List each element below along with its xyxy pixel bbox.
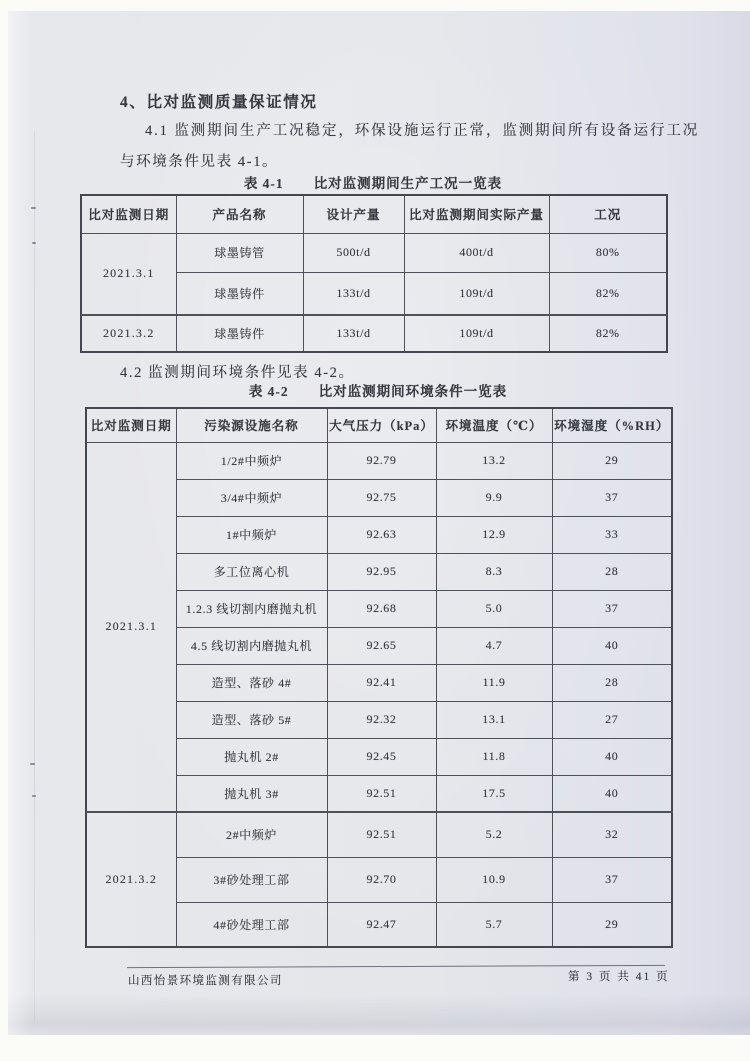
table-cell: 109t/d (404, 315, 549, 352)
footer-company-name: 山西怡景环境监测有限公司 (128, 975, 283, 987)
table-header-cell: 大气压力（kPa） (327, 408, 436, 442)
table-cell: 2#中频炉 (176, 812, 327, 857)
table-cell: 92.51 (327, 812, 436, 857)
table-cell: 133t/d (303, 315, 404, 352)
table-cell: 92.45 (327, 738, 436, 775)
table-cell: 500t/d (303, 233, 404, 272)
section-heading: 4、比对监测质量保证情况 (120, 94, 318, 111)
table-row (86, 812, 672, 857)
table-cell: 109t/d (404, 272, 549, 315)
date-cell: 2021.3.1 (86, 442, 176, 812)
table-cell: 5.2 (436, 812, 552, 857)
table-cell: 造型、落砂 4# (176, 664, 327, 701)
table2-caption-title: 比对监测期间环境条件一览表 (318, 384, 508, 399)
environment-conditions-table (85, 407, 673, 948)
table-row (81, 315, 667, 352)
table-cell: 13.1 (436, 701, 552, 738)
table-cell: 92.65 (327, 627, 436, 664)
table-cell: 3#砂处理工部 (176, 857, 327, 902)
table-cell: 28 (552, 553, 672, 590)
table-header-cell: 比对监测日期 (81, 195, 176, 233)
table-cell: 29 (552, 902, 672, 947)
table-cell: 4.5 线切割内磨抛丸机 (176, 627, 327, 664)
table-header-cell: 环境温度（℃） (436, 408, 552, 442)
table-cell: 92.75 (327, 479, 436, 516)
production-conditions-table (80, 194, 668, 353)
table-cell: 92.63 (327, 516, 436, 553)
scan-crease-line (34, 131, 35, 1021)
table-cell: 多工位离心机 (176, 553, 327, 590)
table-cell: 33 (552, 516, 672, 553)
paragraph-4-1-line1: 4.1 监测期间生产工况稳定，环保设施运行正常，监测期间所有设备运行工况 (145, 123, 700, 139)
table-cell: 球墨铸件 (176, 272, 303, 315)
date-cell: 2021.3.2 (86, 812, 176, 947)
table-cell: 40 (552, 775, 672, 812)
table-cell: 92.41 (327, 664, 436, 701)
scan-speck (32, 795, 36, 797)
table-header-cell: 污染源设施名称 (176, 408, 327, 442)
table-cell: 5.7 (436, 902, 552, 947)
table-cell: 82% (549, 272, 667, 315)
table2-caption-label: 表 4-2 (248, 384, 289, 399)
table-cell: 抛丸机 3# (176, 775, 327, 812)
table-cell: 80% (549, 233, 667, 272)
footer-page-number: 第 3 页 共 41 页 (568, 971, 670, 983)
table-header-cell: 设计产量 (303, 195, 404, 233)
date-cell: 2021.3.2 (81, 315, 176, 352)
table-cell: 8.3 (436, 553, 552, 590)
table-cell: 40 (552, 738, 672, 775)
table1-caption-label: 表 4-1 (243, 176, 284, 191)
paragraph-4-1-line2: 与环境条件见表 4-1。 (120, 154, 279, 170)
table-cell: 3/4#中频炉 (176, 479, 327, 516)
table-cell: 32 (552, 812, 672, 857)
table-cell: 37 (552, 479, 672, 516)
table1-caption (80, 172, 666, 192)
table-cell: 造型、落砂 5# (176, 701, 327, 738)
table-cell: 4#砂处理工部 (176, 902, 327, 947)
table-cell: 400t/d (404, 233, 549, 272)
table-cell: 球墨铸件 (176, 315, 303, 352)
table1-caption-title: 比对监测期间生产工况一览表 (313, 176, 503, 191)
table-cell: 4.7 (436, 627, 552, 664)
table-cell: 10.9 (436, 857, 552, 902)
table-cell: 球墨铸管 (176, 233, 303, 272)
table-cell: 29 (552, 442, 672, 479)
table-cell: 82% (549, 315, 667, 352)
table-cell: 5.0 (436, 590, 552, 627)
scan-speck (30, 763, 35, 765)
table-cell: 37 (552, 590, 672, 627)
table-header-cell: 环境湿度（%RH） (552, 408, 672, 442)
table2-caption (85, 380, 671, 400)
table-header-row (81, 195, 667, 233)
table-cell: 11.9 (436, 664, 552, 701)
table-cell: 28 (552, 664, 672, 701)
table-cell: 1.2.3 线切割内磨抛丸机 (176, 590, 327, 627)
scan-speck (32, 242, 36, 244)
table-cell: 133t/d (303, 272, 404, 315)
table-cell: 27 (552, 701, 672, 738)
table-header-row (86, 408, 672, 442)
scan-left-edge-light (8, 11, 32, 1035)
table-cell: 92.32 (327, 701, 436, 738)
paragraph-4-2: 4.2 监测期间环境条件见表 4-2。 (120, 365, 355, 381)
table-cell: 11.8 (436, 738, 552, 775)
table-cell: 9.9 (436, 479, 552, 516)
table-header-cell: 产品名称 (176, 195, 303, 233)
table-cell: 1#中频炉 (176, 516, 327, 553)
table-cell: 抛丸机 2# (176, 738, 327, 775)
table-header-cell: 工况 (549, 195, 667, 233)
scan-speck (31, 207, 36, 209)
table-cell: 92.51 (327, 775, 436, 812)
table-cell: 92.70 (327, 857, 436, 902)
table-header-cell: 比对监测日期 (86, 408, 176, 442)
table-cell: 12.9 (436, 516, 552, 553)
date-cell: 2021.3.1 (81, 233, 176, 315)
table-cell: 40 (552, 627, 672, 664)
table-cell: 92.95 (327, 553, 436, 590)
table-cell: 92.68 (327, 590, 436, 627)
table-cell: 92.47 (327, 902, 436, 947)
table-cell: 1/2#中频炉 (176, 442, 327, 479)
table-row (86, 442, 672, 479)
table-cell: 37 (552, 857, 672, 902)
table-cell: 92.79 (327, 442, 436, 479)
table-cell: 17.5 (436, 775, 552, 812)
scanned-page-sheet (8, 11, 750, 1035)
table-row (81, 233, 667, 272)
table-header-cell: 比对监测期间实际产量 (404, 195, 549, 233)
table-cell: 13.2 (436, 442, 552, 479)
